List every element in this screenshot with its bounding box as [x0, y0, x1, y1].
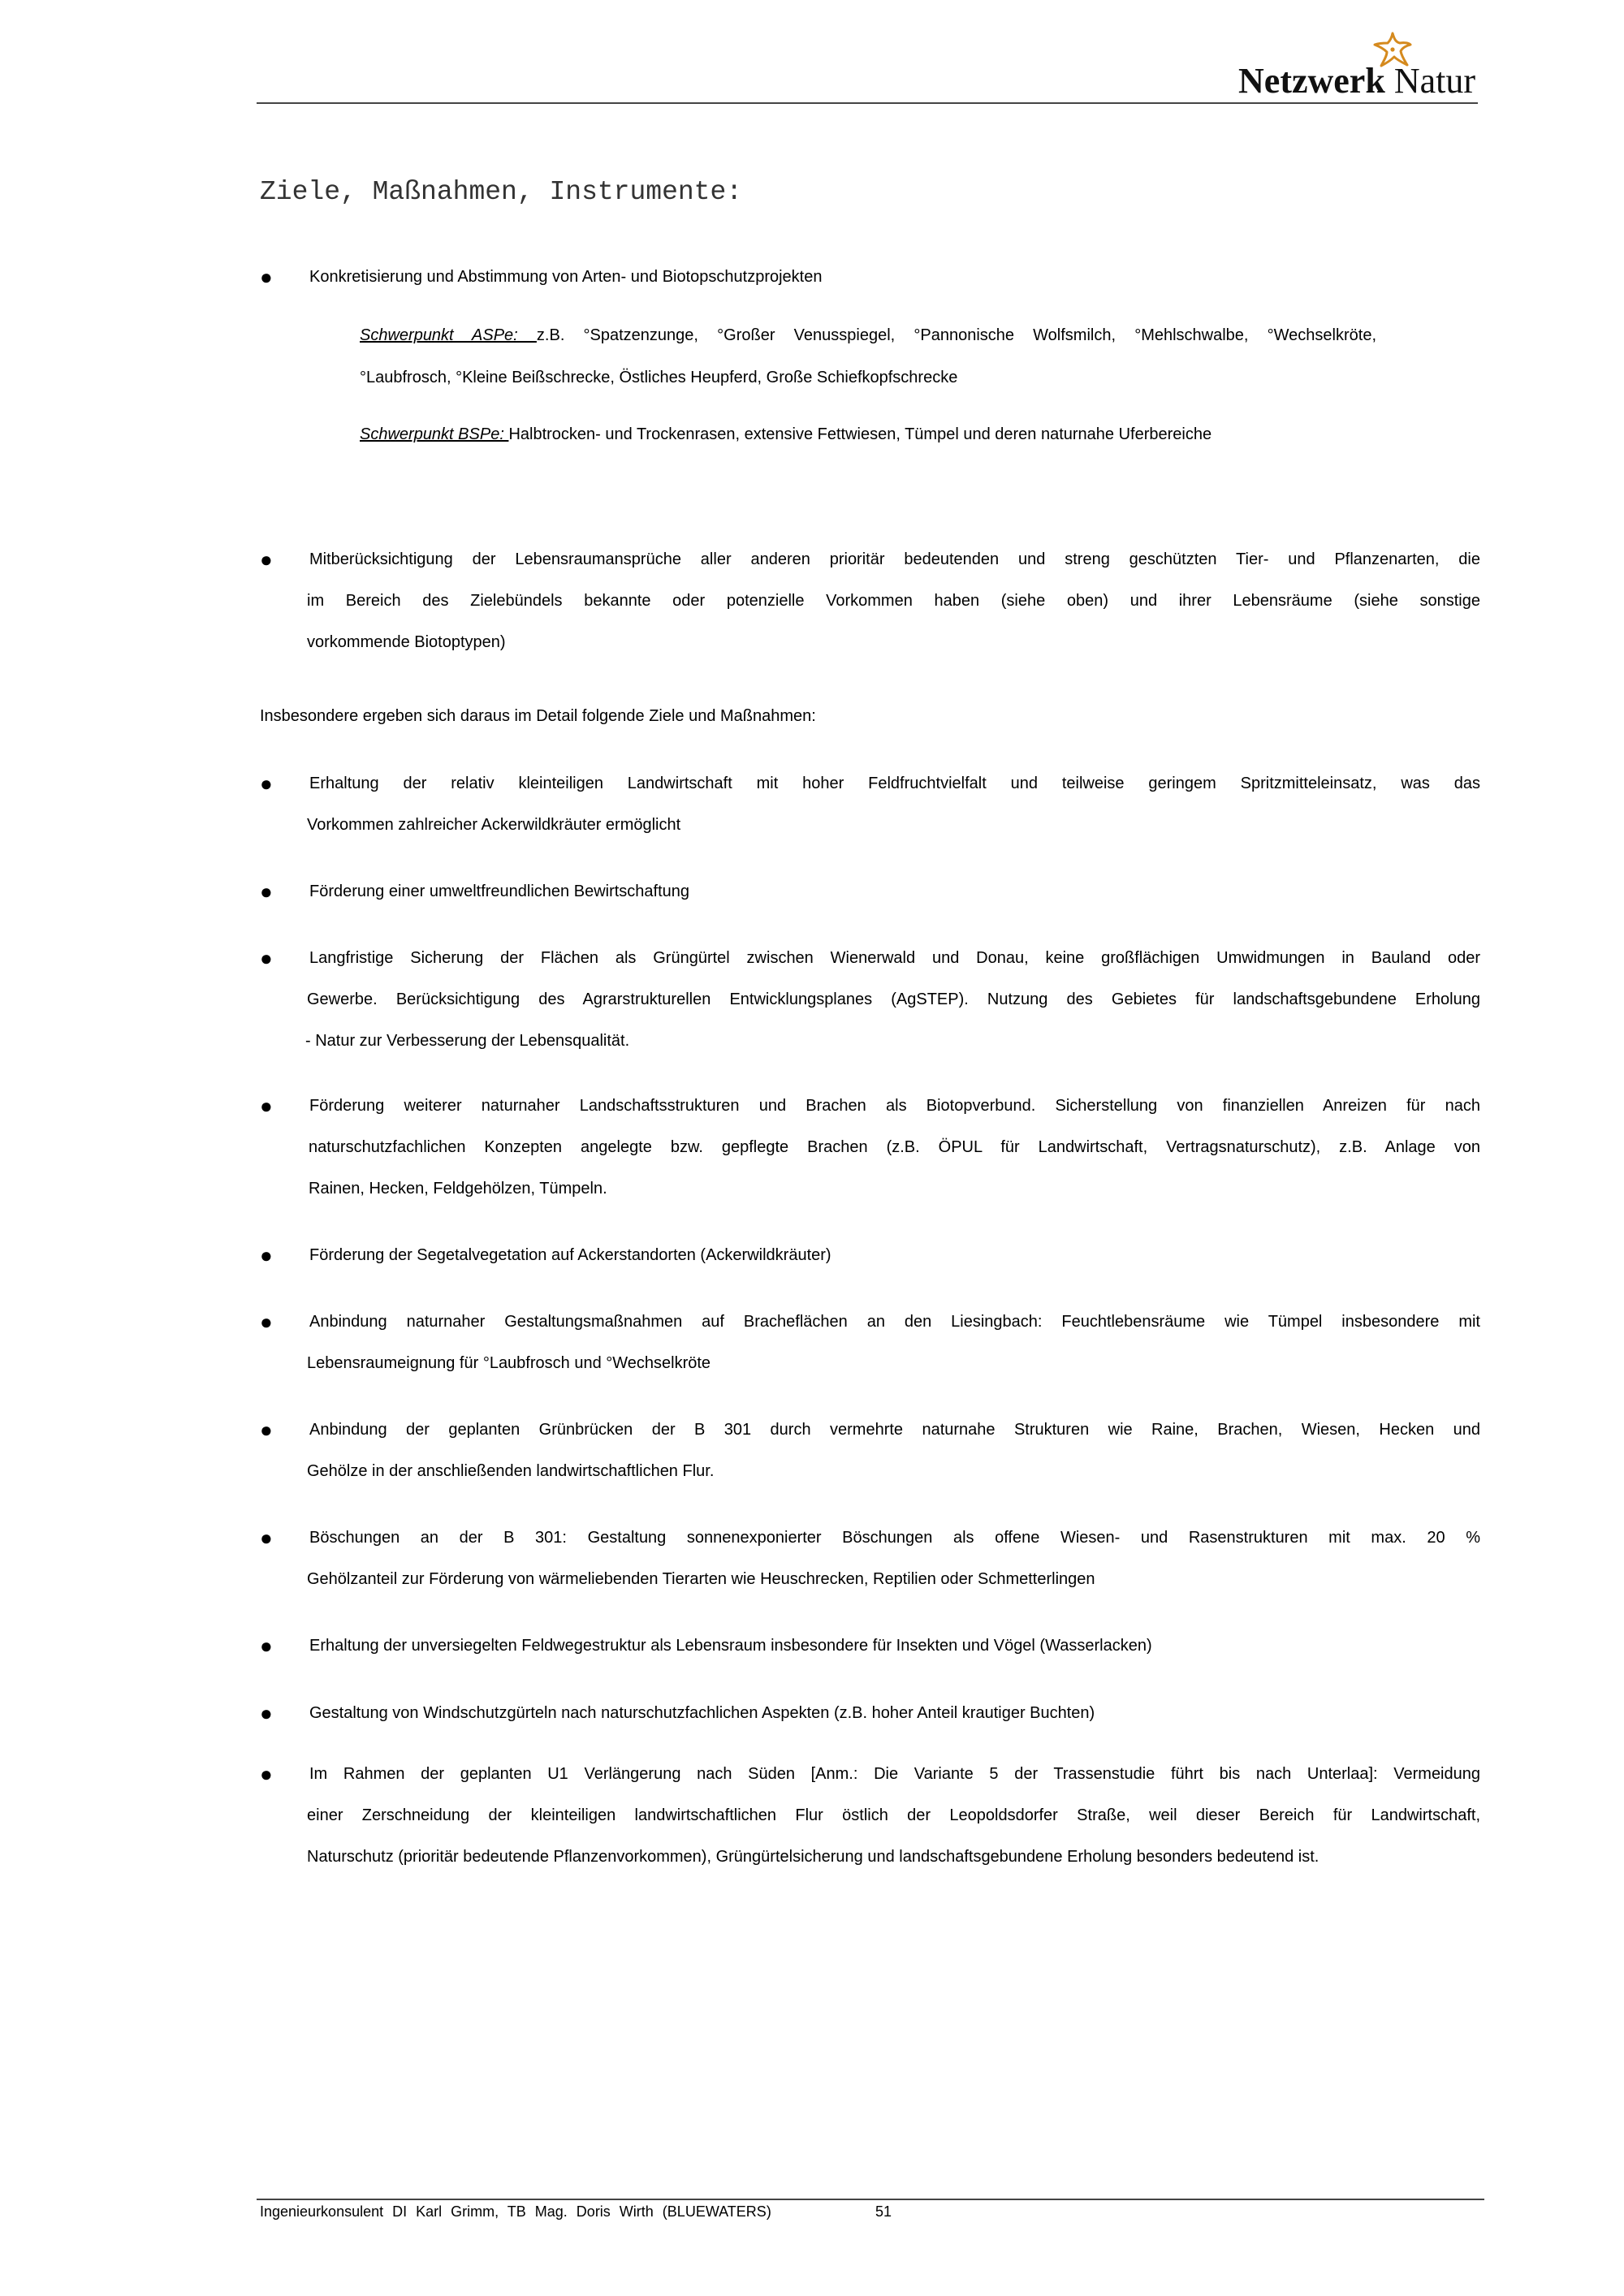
measure-2-line-1: Förderung einer umweltfreundlichen Bewirtschaftung — [309, 883, 690, 900]
measure-4-line-2: naturschutzfachlichen Konzepten angelegte bzw. gepflegte Brachen (z.B. ÖPUL für Landwirtschaft, Vertragsnaturschutz), z.B. Anlage von — [309, 1138, 1480, 1156]
measure-9-line-1: Erhaltung der unversiegelten Feldwegestruktur als Lebensraum insbesondere für Insekten und Vögel (Wasserlacken) — [309, 1637, 1152, 1655]
measure-3-line-3: - Natur zur Verbesserung der Lebensqualität. — [305, 1032, 630, 1050]
measure-1-line-1: Erhaltung der relativ kleinteiligen Landwirtschaft mit hoher Feldfruchtvielfalt und teilweise geringem Spritzmitteleinsatz, was das — [309, 775, 1480, 792]
bullet-icon: ● — [260, 879, 273, 904]
measure-3-line-1: Langfristige Sicherung der Flächen als Grüngürtel zwischen Wienerwald und Donau, keine großflächigen Umwidmungen in Bauland oder — [309, 949, 1480, 967]
aspe-label: Schwerpunkt ASPe: — [360, 326, 537, 344]
section-title: Ziele, Maßnahmen, Instrumente: — [260, 177, 743, 207]
brand-name: Netzwerk Natur — [1238, 61, 1475, 101]
goal-item-2-line-3: vorkommende Biotoptypen) — [307, 633, 506, 651]
bullet-icon: ● — [260, 1243, 273, 1267]
bullet-icon: ● — [260, 1310, 273, 1334]
bullet-icon: ● — [260, 265, 273, 289]
bullet-icon: ● — [260, 547, 273, 572]
measure-4-line-3: Rainen, Hecken, Feldgehölzen, Tümpeln. — [309, 1180, 607, 1198]
goal-item-1: Konkretisierung und Abstimmung von Arten- und Biotopschutzprojekten — [309, 268, 823, 286]
measure-10-line-1: Gestaltung von Windschutzgürteln nach naturschutzfachlichen Aspekten (z.B. hoher Anteil krautiger Buchten) — [309, 1704, 1095, 1722]
measure-1-line-2: Vorkommen zahlreicher Ackerwildkräuter ermöglicht — [307, 816, 681, 834]
bullet-icon: ● — [260, 1701, 273, 1725]
brand-logo — [1238, 29, 1482, 102]
measure-5-line-1: Förderung der Segetalvegetation auf Ackerstandorten (Ackerwildkräuter) — [309, 1246, 831, 1264]
measure-11-line-2: einer Zerschneidung der kleinteiligen landwirtschaftlichen Flur östlich der Leopoldsdorfer Straße, weil dieser Bereich für Landwirtschaft, — [307, 1806, 1480, 1824]
measure-7-line-1: Anbindung der geplanten Grünbrücken der B 301 durch vermehrte naturnahe Strukturen wie Raine, Brachen, Wiesen, Hecken und — [309, 1421, 1480, 1439]
bullet-icon: ● — [260, 1762, 273, 1786]
page-number: 51 — [875, 2203, 892, 2220]
bspe-label: Schwerpunkt BSPe: — [360, 425, 509, 443]
bullet-icon: ● — [260, 946, 273, 970]
goal-item-2-line-1: Mitberücksichtigung der Lebensraumansprüche aller anderen prioritär bedeutenden und streng geschützten Tier- und Pflanzenarten, die — [309, 550, 1480, 568]
measure-11-line-1: Im Rahmen der geplanten U1 Verlängerung nach Süden [Anm.: Die Variante 5 der Trassenstudie führt bis nach Unterlaa]: Vermeidung — [309, 1765, 1480, 1783]
header-divider — [257, 102, 1478, 104]
footer-credit: Ingenieurkonsulent DI Karl Grimm, TB Mag. Doris Wirth (BLUEWATERS) — [260, 2203, 771, 2220]
aspe-line-1: Schwerpunkt ASPe: z.B. °Spatzenzunge, °Großer Venusspiegel, °Pannonische Wolfsmilch, °Mehlschwalbe, °Wechselkröte, — [360, 326, 1377, 344]
goal-item-2-line-2: im Bereich des Zielebündels bekannte oder potenzielle Vorkommen haben (siehe oben) und ihrer Lebensräume (siehe sonstige — [307, 592, 1480, 610]
bullet-icon: ● — [260, 1418, 273, 1442]
measure-8-line-1: Böschungen an der B 301: Gestaltung sonnenexponierter Böschungen als offene Wiesen- und Rasenstrukturen mit max. 20 % — [309, 1529, 1480, 1547]
measure-6-line-1: Anbindung naturnaher Gestaltungsmaßnahmen auf Bracheflächen an den Liesingbach: Feuchtlebensräume wie Tümpel insbesondere mit — [309, 1313, 1480, 1331]
measure-6-line-2: Lebensraumeignung für °Laubfrosch und °Wechselkröte — [307, 1354, 711, 1372]
measure-11-line-3: Naturschutz (prioritär bedeutende Pflanzenvorkommen), Grüngürtelsicherung und landschaftsgebundene Erholung besonders bedeutend ist. — [307, 1848, 1320, 1866]
bullet-icon: ● — [260, 1094, 273, 1118]
measure-7-line-2: Gehölze in der anschließenden landwirtschaftlichen Flur. — [307, 1462, 715, 1480]
measure-4-line-1: Förderung weiterer naturnaher Landschaftsstrukturen und Brachen als Biotopverbund. Sicherstellung von finanziellen Anreizen für nach — [309, 1097, 1480, 1115]
aspe-line-2: °Laubfrosch, °Kleine Beißschrecke, Östliches Heupferd, Große Schiefkopfschrecke — [360, 369, 958, 386]
bullet-icon: ● — [260, 1526, 273, 1550]
bullet-icon: ● — [260, 1634, 273, 1658]
measure-8-line-2: Gehölzanteil zur Förderung von wärmeliebenden Tierarten wie Heuschrecken, Reptilien oder Schmetterlingen — [307, 1570, 1095, 1588]
measure-3-line-2: Gewerbe. Berücksichtigung des Agrarstrukturellen Entwicklungsplanes (AgSTEP). Nutzung des Gebietes für landschaftsgebundene Erholung — [307, 990, 1480, 1008]
footer-divider — [257, 2199, 1484, 2200]
bullet-icon: ● — [260, 771, 273, 796]
measures-intro: Insbesondere ergeben sich daraus im Detail folgende Ziele und Maßnahmen: — [260, 707, 816, 725]
bspe-line-1: Schwerpunkt BSPe: Halbtrocken- und Trockenrasen, extensive Fettwiesen, Tümpel und deren naturnahe Uferbereiche — [360, 425, 1212, 443]
